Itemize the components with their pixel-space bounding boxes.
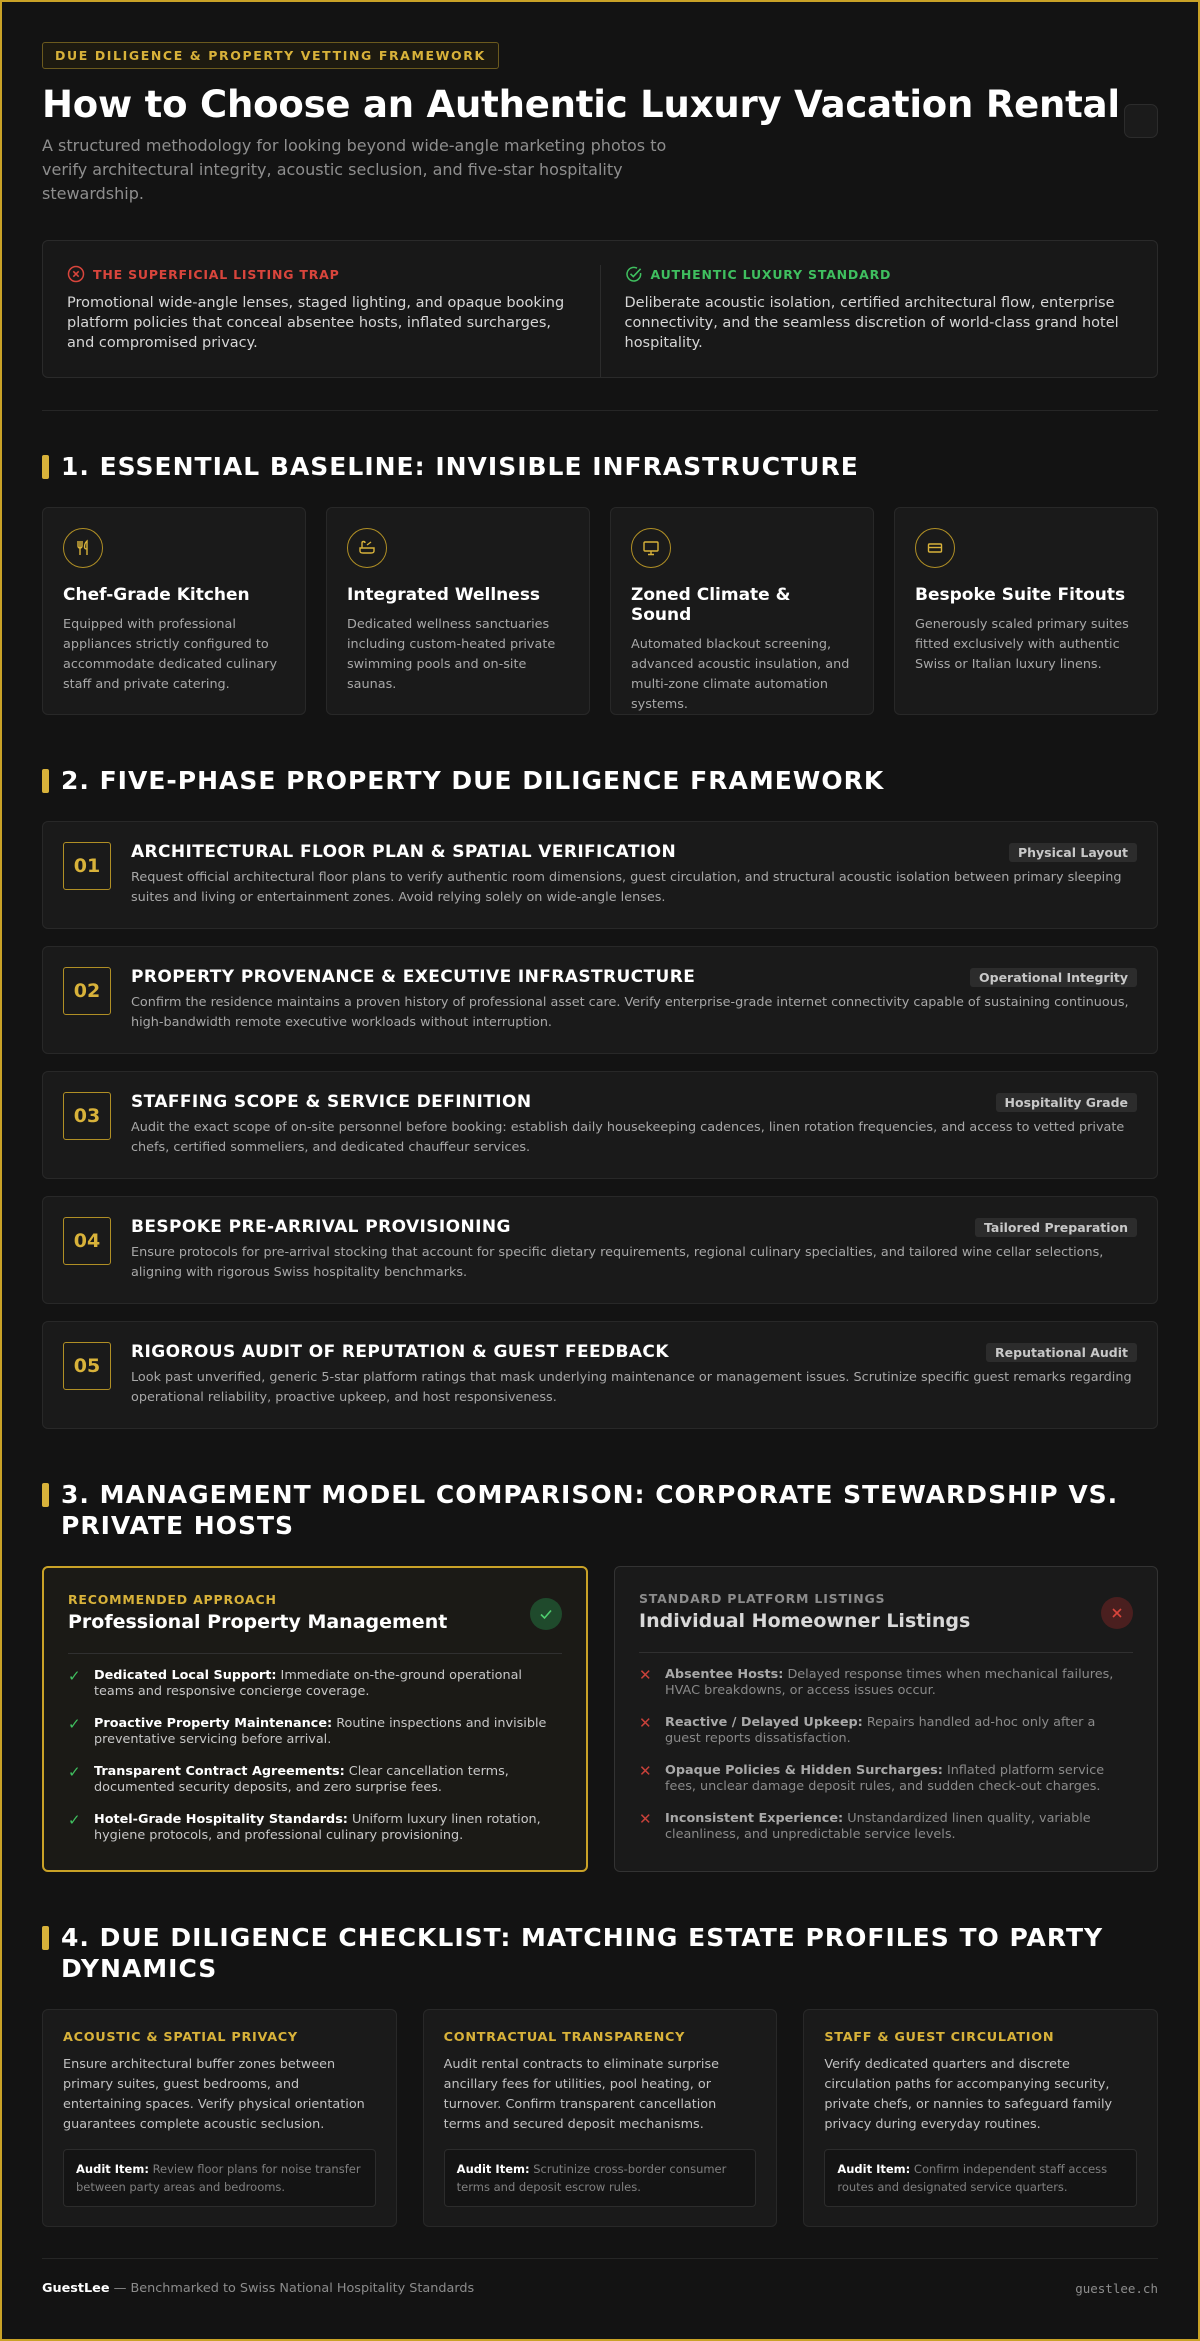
phase-card — [42, 821, 1158, 929]
contrast-panel — [42, 240, 1158, 378]
item-text: Routine inspections and invisible preventative servicing before arrival. — [94, 1716, 547, 1747]
page-subtitle: A structured methodology for looking beyond wide-angle marketing photos to verify architectural integrity, acoustic seclusion, and five-star hospitality stewardship. — [42, 136, 667, 203]
phase-title: PROPERTY PROVENANCE & EXECUTIVE INFRASTRUCTURE — [131, 967, 696, 987]
item-text: Uniform luxury linen rotation, hygiene protocols, and professional culinary provisioning. — [94, 1812, 541, 1843]
item-label: Dedicated Local Support: — [94, 1668, 277, 1683]
phase-badge: Physical Layout — [1009, 843, 1137, 862]
check-icon: ✓ — [68, 1715, 81, 1733]
section-bar — [42, 769, 49, 793]
utensils-icon — [74, 539, 92, 557]
section-title-text: 3. MANAGEMENT MODEL COMPARISON: CORPORATE STEWARDSHIP VS. PRIVATE HOSTS — [61, 1480, 1119, 1540]
check-icon — [538, 1606, 554, 1622]
list-item — [639, 1763, 1133, 1795]
checklist-title: CONTRACTUAL TRANSPARENCY — [443, 2030, 686, 2045]
footer-url-link[interactable]: guestlee.ch — [1075, 2281, 1158, 2296]
baseline-card — [326, 507, 590, 715]
phase-card — [42, 1321, 1158, 1429]
phase-badge: Hospitality Grade — [996, 1093, 1137, 1112]
card-title: Professional Property Management — [68, 1611, 448, 1633]
phase-number: 01 — [63, 842, 111, 890]
card-eyebrow: RECOMMENDED APPROACH — [68, 1592, 277, 1607]
phase-text: Look past unverified, generic 5-star platform ratings that mask underlying maintenance or management issues. Scrutinize specific guest remarks regarding operational reliability, proactive upkeep, and host responsiveness. — [131, 1370, 1132, 1405]
phase-title: RIGOROUS AUDIT OF REPUTATION & GUEST FEEDBACK — [131, 1342, 669, 1362]
trap-column — [67, 265, 601, 377]
list-item — [68, 1716, 562, 1748]
baseline-text: Equipped with professional appliances strictly configured to accommodate dedicated culinary staff and private catering. — [63, 617, 278, 692]
x-icon: ✕ — [639, 1714, 652, 1732]
standard-column — [601, 265, 1134, 377]
corner-button[interactable] — [1124, 104, 1158, 138]
phase-text: Confirm the residence maintains a proven history of professional asset care. Verify enterprise-grade internet connectivity capable of sustaining continuous, high-bandwidth remote executive workloads without interruption. — [131, 995, 1129, 1030]
item-label: Reactive / Delayed Upkeep: — [665, 1715, 863, 1730]
phase-badge: Operational Integrity — [970, 968, 1137, 987]
baseline-title: Chef-Grade Kitchen — [63, 585, 250, 605]
section-title-comparison — [42, 1479, 1158, 1541]
item-text: Clear cancellation terms, documented security deposits, and zero surprise fees. — [94, 1764, 509, 1795]
phase-badge: Tailored Preparation — [975, 1218, 1137, 1237]
standard-heading: AUTHENTIC LUXURY STANDARD — [650, 266, 892, 282]
phase-text: Ensure protocols for pre-arrival stocking that account for specific dietary requirements, regional culinary specialties, and tailored wine cellar selections, aligning with rigorous Swiss hospitality benchmarks. — [131, 1245, 1104, 1280]
footer — [42, 2258, 1158, 2296]
phase-card — [42, 946, 1158, 1054]
footer-tagline: — Benchmarked to Swiss National Hospitality Standards — [109, 2281, 475, 2296]
divider — [42, 410, 1158, 411]
phase-title: ARCHITECTURAL FLOOR PLAN & SPATIAL VERIFICATION — [131, 842, 677, 862]
comparison-grid — [42, 1566, 1158, 1872]
baseline-card — [610, 507, 874, 715]
baseline-card — [42, 507, 306, 715]
baseline-text: Dedicated wellness sanctuaries including custom-heated private swimming pools and on-site saunas. — [347, 617, 556, 692]
audit-item: Audit Item: Confirm independent staff access routes and designated service quarters. — [824, 2149, 1137, 2207]
section-title-text: 2. FIVE-PHASE PROPERTY DUE DILIGENCE FRAMEWORK — [61, 766, 885, 795]
section-bar — [42, 1483, 49, 1507]
x-icon: ✕ — [639, 1666, 652, 1684]
list-item — [68, 1668, 562, 1700]
x-icon — [1109, 1605, 1125, 1621]
baseline-title: Zoned Climate & Sound — [631, 585, 791, 625]
phase-text: Audit the exact scope of on-site personnel before booking: establish daily housekeeping cadences, linen rotation frequencies, and access to vetted private chefs, certified sommeliers, and dedicated chauffeur services. — [131, 1120, 1125, 1155]
item-label: Absentee Hosts: — [665, 1667, 784, 1682]
section-title-text: 1. ESSENTIAL BASELINE: INVISIBLE INFRASTRUCTURE — [61, 452, 859, 481]
list-item — [68, 1812, 562, 1844]
phase-badge: Reputational Audit — [986, 1343, 1137, 1362]
card-title: Individual Homeowner Listings — [639, 1610, 971, 1632]
phase-number: 03 — [63, 1092, 111, 1140]
baseline-card — [894, 507, 1158, 715]
card-eyebrow: STANDARD PLATFORM LISTINGS — [639, 1591, 886, 1606]
section-bar — [42, 455, 49, 479]
item-text: Inflated platform service fees, unclear damage deposit rules, and sudden check-out charges. — [665, 1763, 1105, 1794]
checklist-text: Ensure architectural buffer zones between primary suites, guest bedrooms, and entertaining spaces. Verify physical orientation guarantees complete acoustic seclusion. — [63, 2057, 365, 2132]
phase-number: 05 — [63, 1342, 111, 1390]
check-icon: ✓ — [68, 1811, 81, 1829]
baseline-grid — [42, 507, 1158, 715]
check-circle-icon — [625, 265, 643, 283]
checklist-title: STAFF & GUEST CIRCULATION — [824, 2030, 1055, 2045]
section-title-framework — [42, 765, 1158, 796]
item-text: Immediate on-the-ground operational teams and responsive concierge coverage. — [94, 1668, 522, 1699]
item-label: Proactive Property Maintenance: — [94, 1716, 333, 1731]
standard-text: Deliberate acoustic isolation, certified architectural flow, enterprise connectivity, and the seamless discretion of world-class grand hotel hospitality. — [624, 295, 1119, 351]
footer-brand: GuestLee — [42, 2281, 110, 2296]
homeowner-listings-card — [614, 1566, 1158, 1872]
phase-text: Request official architectural floor plans to verify authentic room dimensions, guest circulation, and structural acoustic isolation between primary sleeping suites and living or entertainment zones. Avoid relying solely on wide-angle lenses. — [131, 870, 1122, 905]
check-icon: ✓ — [68, 1667, 81, 1685]
x-circle-icon — [67, 265, 85, 283]
check-icon: ✓ — [68, 1763, 81, 1781]
item-text: Unstandardized linen quality, variable cleanliness, and unpredictable service levels. — [665, 1811, 1091, 1842]
phase-title: BESPOKE PRE-ARRIVAL PROVISIONING — [131, 1217, 511, 1237]
checklist-title: ACOUSTIC & SPATIAL PRIVACY — [63, 2030, 298, 2045]
item-text: Delayed response times when mechanical failures, HVAC breakdowns, or access issues occur. — [665, 1667, 1114, 1698]
phase-card — [42, 1071, 1158, 1179]
item-label: Hotel-Grade Hospitality Standards: — [94, 1812, 348, 1827]
baseline-title: Bespoke Suite Fitouts — [915, 585, 1126, 605]
list-item — [639, 1811, 1133, 1843]
checklist-card — [423, 2009, 778, 2227]
x-icon: ✕ — [639, 1810, 652, 1828]
phase-card — [42, 1196, 1158, 1304]
header-eyebrow: DUE DILIGENCE & PROPERTY VETTING FRAMEWORK — [42, 42, 499, 69]
item-label: Transparent Contract Agreements: — [94, 1764, 345, 1779]
audit-item: Audit Item: Review floor plans for noise transfer between party areas and bedrooms. — [63, 2149, 376, 2207]
list-item — [639, 1715, 1133, 1747]
phase-list — [42, 821, 1158, 1429]
item-label: Inconsistent Experience: — [665, 1811, 844, 1826]
checklist-card — [803, 2009, 1158, 2227]
item-text: Repairs handled ad-hoc only after a guest reports dissatisfaction. — [665, 1715, 1096, 1746]
audit-item: Audit Item: Scrutinize cross-border consumer terms and deposit escrow rules. — [444, 2149, 757, 2207]
checklist-text: Verify dedicated quarters and discrete circulation paths for accompanying security, private chefs, or nannies to safeguard family privacy during everyday routines. — [824, 2057, 1113, 2132]
item-label: Opaque Policies & Hidden Surcharges: — [665, 1763, 943, 1778]
page-title: How to Choose an Authentic Luxury Vacation Rental — [42, 83, 1120, 126]
section-title-checklist — [42, 1922, 1158, 1984]
section-title-baseline — [42, 451, 1158, 482]
checklist-text: Audit rental contracts to eliminate surprise ancillary fees for utilities, pool heating, or turnover. Confirm transparent cancellation terms and secured deposit mechanisms. — [443, 2057, 719, 2132]
phase-number: 02 — [63, 967, 111, 1015]
section-bar — [42, 1926, 49, 1950]
trap-heading: THE SUPERFICIAL LISTING TRAP — [93, 266, 340, 282]
section-title-text: 4. DUE DILIGENCE CHECKLIST: MATCHING ESTATE PROFILES TO PARTY DYNAMICS — [61, 1923, 1104, 1983]
bed-icon — [926, 539, 944, 557]
phase-title: STAFFING SCOPE & SERVICE DEFINITION — [131, 1092, 532, 1112]
monitor-icon — [642, 539, 660, 557]
checklist-card — [42, 2009, 397, 2227]
list-item — [68, 1764, 562, 1796]
phase-number: 04 — [63, 1217, 111, 1265]
x-icon: ✕ — [639, 1762, 652, 1780]
bath-icon — [358, 539, 376, 557]
professional-management-card — [42, 1566, 588, 1872]
baseline-text: Automated blackout screening, advanced acoustic insulation, and multi-zone climate automation systems. — [631, 637, 850, 712]
trap-text: Promotional wide-angle lenses, staged lighting, and opaque booking platform policies that conceal absentee hosts, inflated surcharges, and compromised privacy. — [67, 295, 565, 351]
list-item — [639, 1667, 1133, 1699]
baseline-text: Generously scaled primary suites fitted exclusively with authentic Swiss or Italian luxury linens. — [915, 617, 1129, 672]
baseline-title: Integrated Wellness — [347, 585, 541, 605]
checklist-grid — [42, 2009, 1158, 2227]
